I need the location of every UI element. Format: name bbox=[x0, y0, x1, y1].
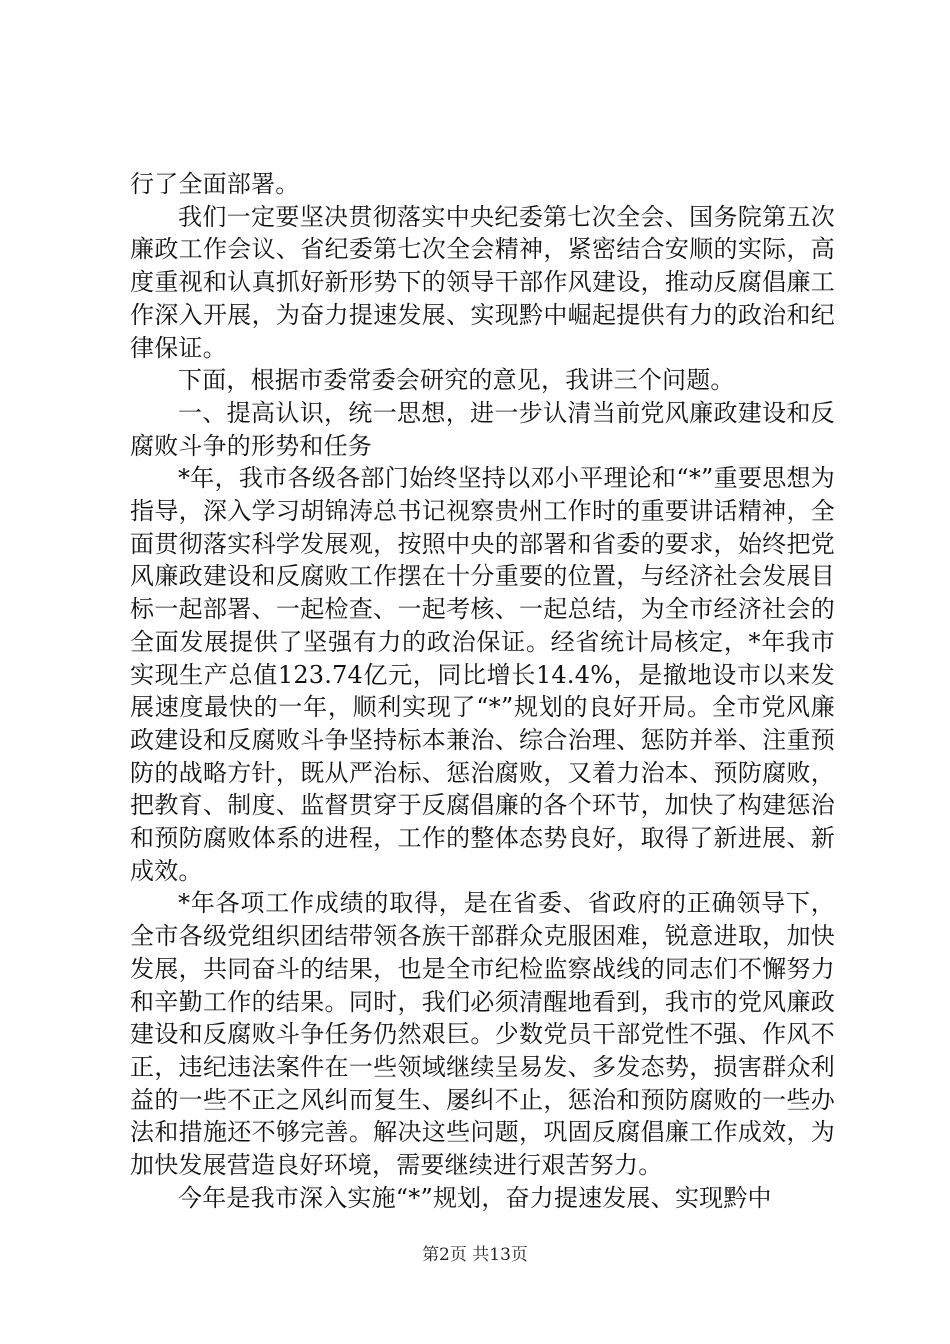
paragraph-1: 行了全面部署。 bbox=[130, 170, 300, 198]
paragraph-3: 下面，根据市委常委会研究的意见，我讲三个问题。 bbox=[178, 366, 735, 395]
paragraph-2: 我们一定要坚决贯彻落实中央纪委第七次全会、国务院第五次廉政工作会议、省纪委第七次全会精神，紧密结合安顺的实际，高度重视和认真抓好新形势下的领导干部作风建设，推动反腐倡廉工作深入开展，为奋力提速发展、实现黔中崛起提供有力的政治和纪律保证。 bbox=[130, 202, 835, 362]
paragraph-6: 今年是我市深入实施“*”规划，奋力提速发展、实现黔中 bbox=[178, 1183, 772, 1212]
document-body bbox=[130, 168, 835, 1215]
paragraph-4: *年，我市各级各部门始终坚持以邓小平理论和“*”重要思想为指导，深入学习胡锦涛总书记视察贵州工作时的重要讲话精神，全面贯彻落实科学发展观，按照中央的部署和省委的要求，始终把党风廉政建设和反腐败工作摆在十分重要的位置，与经济社会发展目标一起部署、一起检查、一起考核、一起总结，为全市经济社会的全面发展提供了坚强有力的政治保证。经省统计局核定，*年我市实现生产总值123.74亿元，同比增长14.4%，是撤地设市以来发展速度最快的一年，顺利实现了“*”规划的良好开局。全市党风廉政建设和反腐败斗争坚持标本兼治、综合治理、惩防并举、注重预防的战略方针，既从严治标、惩治腐败，又着力治本、预防腐败，把教育、制度、监督贯穿于反腐倡廉的各个环节，加快了构建惩治和预防腐败体系的进程，工作的整体态势良好，取得了新进展、新成效。 bbox=[130, 464, 835, 885]
paragraph-5: *年各项工作成绩的取得，是在省委、省政府的正确领导下，全市各级党组织团结带领各族干部群众克服困难，锐意进取，加快发展，共同奋斗的结果，也是全市纪检监察战线的同志们不懈努力和辛勤工作的结果。同时，我们必须清醒地看到，我市的党风廉政建设和反腐败斗争任务仍然艰巨。少数党员干部党性不强、作风不正，违纪违法案件在一些领域继续呈易发、多发态势，损害群众利益的一些不正之风纠而复生、屡纠不止，惩治和预防腐败的一些办法和措施还不够完善。解决这些问题，巩固反腐倡廉工作成效，为加快发展营造良好环境，需要继续进行艰苦努力。 bbox=[130, 889, 835, 1180]
section-heading-1: 一、提高认识，统一思想，进一步认清当前党风廉政建设和反腐败斗争的形势和任务 bbox=[130, 398, 835, 460]
page-number-footer: 第2页 共13页 bbox=[422, 1245, 528, 1265]
